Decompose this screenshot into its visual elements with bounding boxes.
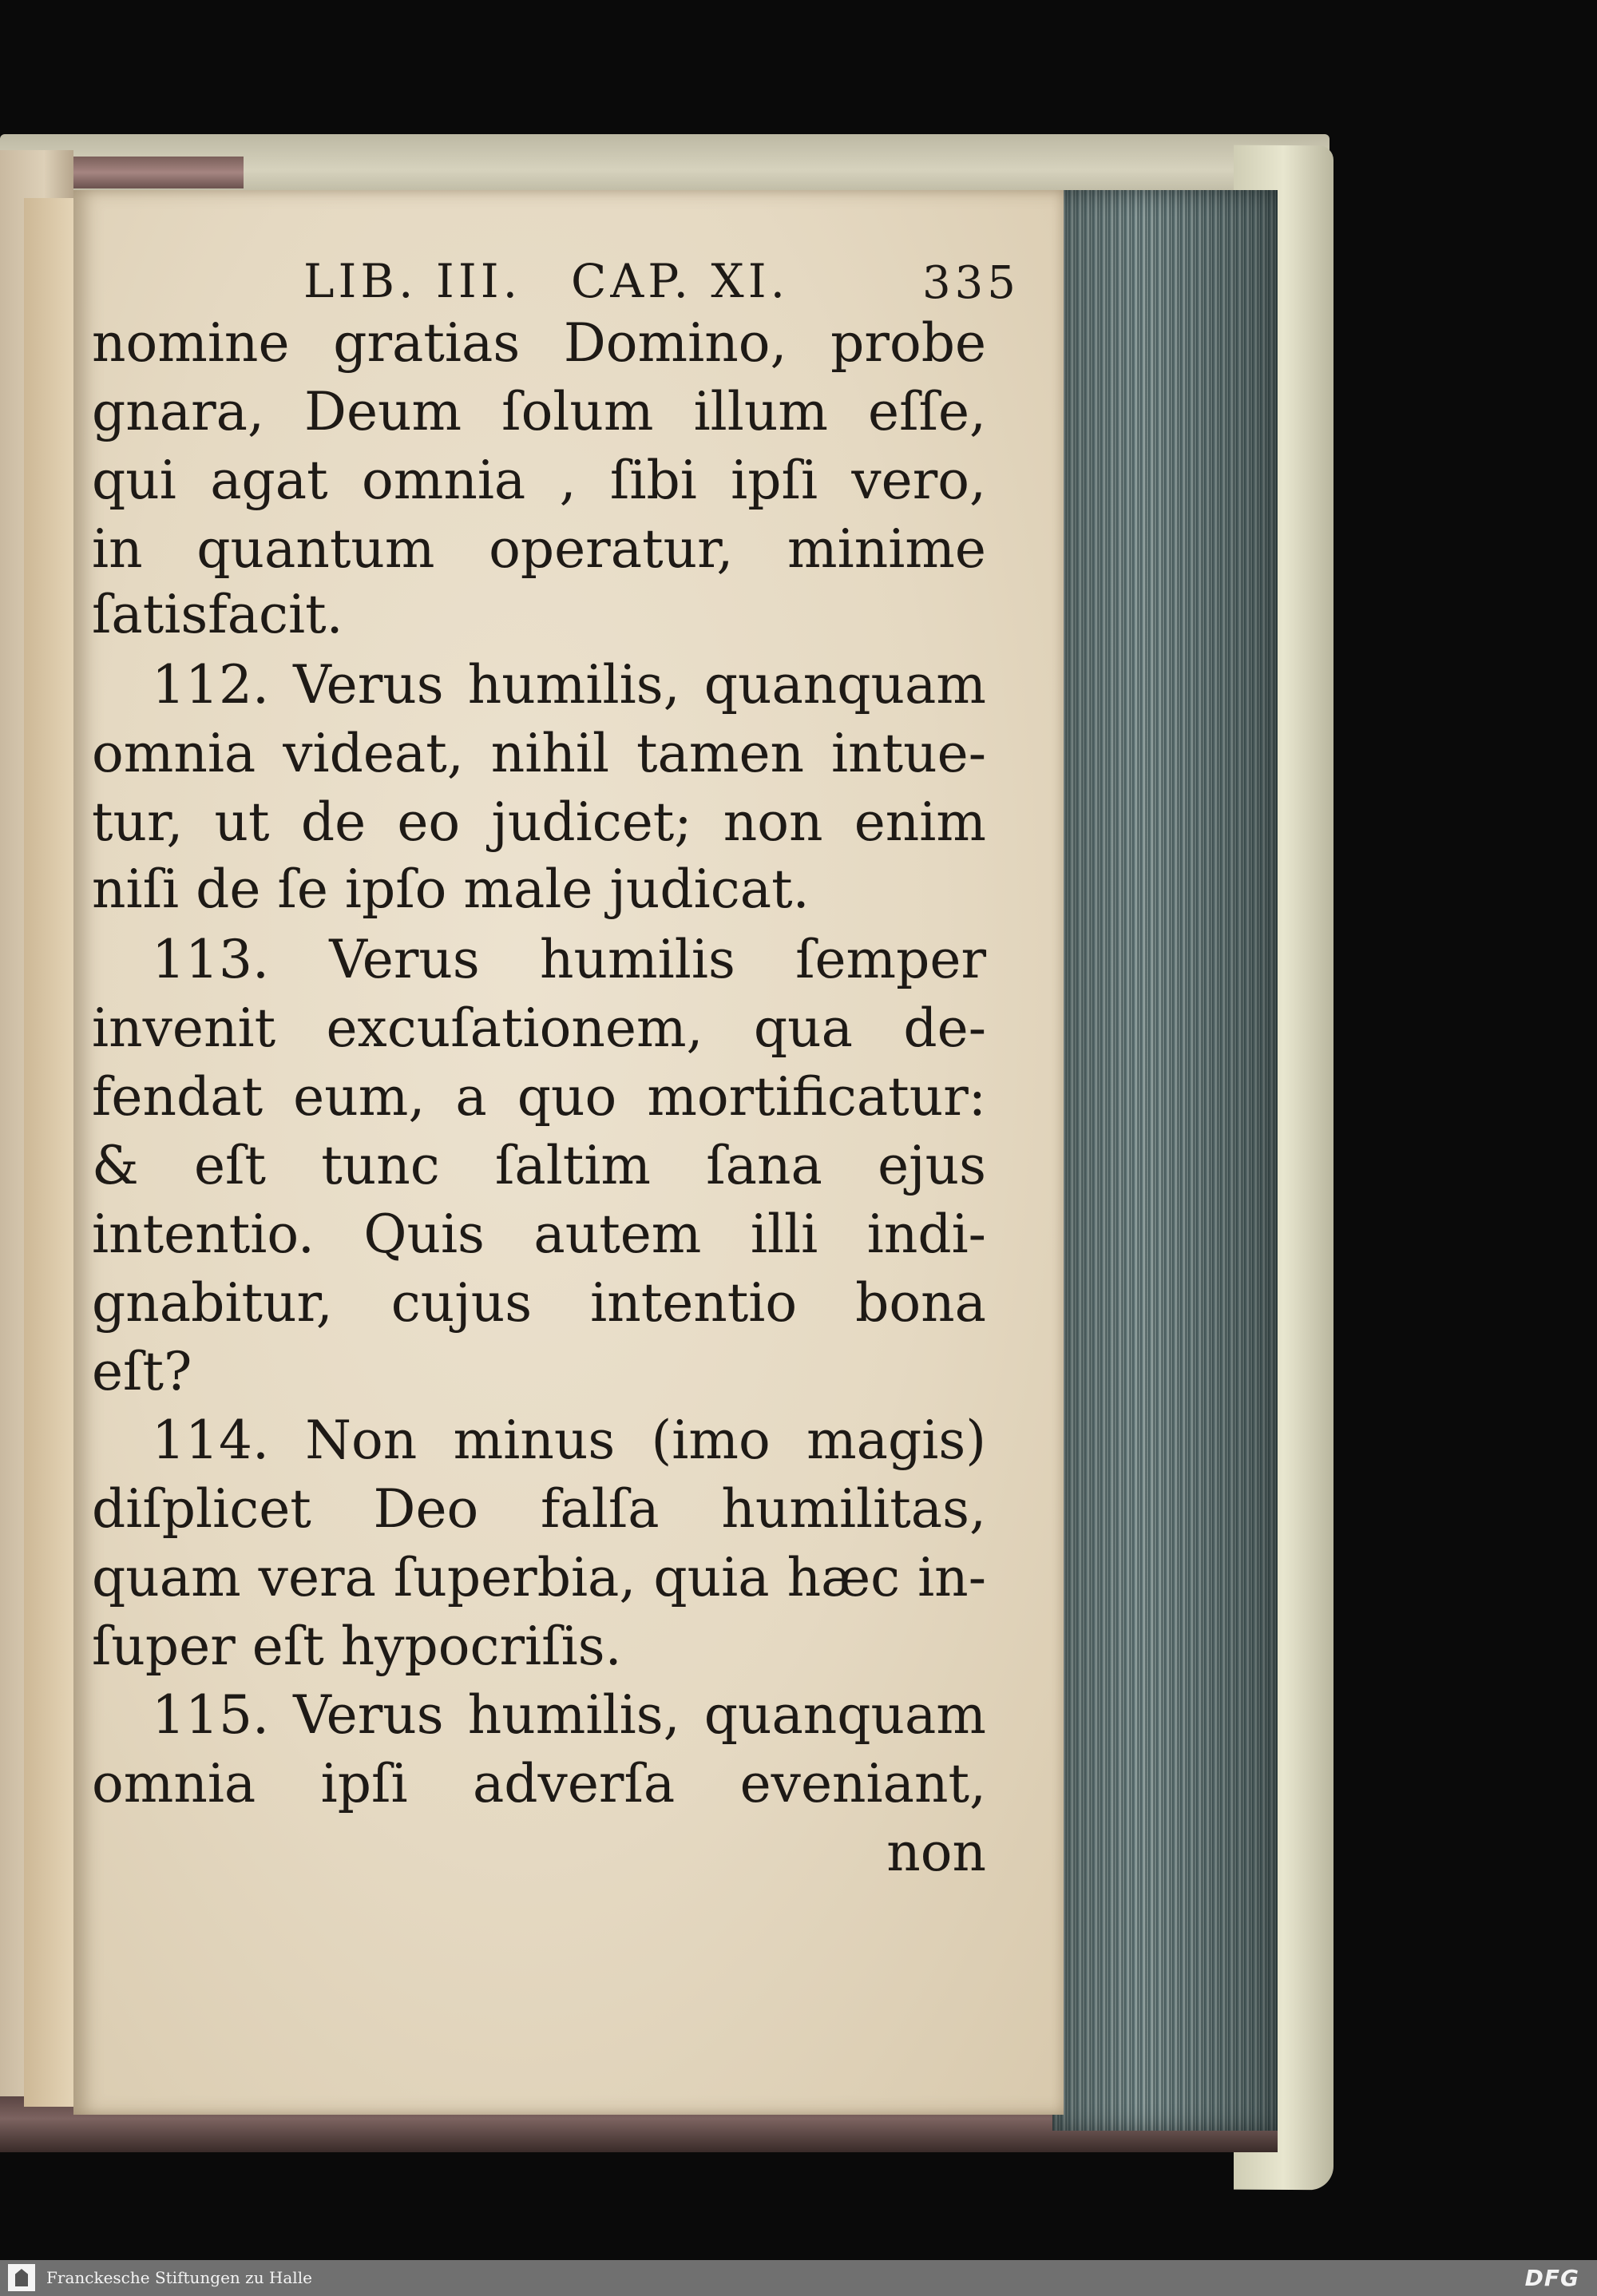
text-line: & eſt tunc ſaltim ſana ejus (92, 1135, 986, 1196)
text-line: 115. Verus humilis, quanquam (152, 1684, 986, 1746)
text-line: omnia videat, nihil tamen intue- (92, 723, 986, 784)
footer-bar (0, 2260, 1597, 2296)
text-line: qui agat omnia , ſibi ipſi vero, (92, 450, 986, 511)
text-line: in quantum operatur, minime (92, 518, 986, 580)
text-line: gnabitur, cujus intentio bona (92, 1272, 986, 1334)
text-line: 112. Verus humilis, quanquam (152, 654, 986, 716)
text-line: 114. Non minus (imo magis) (152, 1410, 986, 1471)
header-book: LIB. III. (303, 254, 522, 308)
text-line: intentio. Quis autem illi indi- (92, 1204, 986, 1265)
institution-name: Franckesche Stiftungen zu Halle (46, 2268, 312, 2287)
text-line: diſplicet Deo falſa humilitas, (92, 1478, 986, 1540)
page-number: 335 (922, 257, 1020, 309)
text-line: fendat eum, a quo mortificatur: (92, 1066, 986, 1128)
text-line: eſt? (92, 1341, 192, 1402)
text-line: omnia ipſi adverſa eveniant, (92, 1753, 986, 1814)
institution-logo-icon (8, 2264, 35, 2291)
text-line: invenit excuſationem, qua de- (92, 997, 986, 1059)
text-line: ſatisfacit. (92, 584, 343, 645)
running-header (92, 254, 1020, 310)
text-line: niſi de ſe ipſo male judicat. (92, 859, 810, 920)
page-fore-edge (1052, 190, 1278, 2131)
catchword: non (886, 1822, 986, 1883)
text-line: nomine gratias Domino, probe (92, 312, 986, 374)
text-line: tur, ut de eo judicet; non enim (92, 791, 986, 853)
text-line: 113. Verus humilis ſemper (152, 929, 986, 990)
header-chapter: CAP. XI. (571, 254, 790, 308)
text-line: quam vera ſuperbia, quia hæc in- (92, 1547, 986, 1608)
facing-page-edge (24, 198, 75, 2107)
dfg-logo: DFG (1524, 2265, 1579, 2291)
text-line: ſuper eſt hypocriſis. (92, 1616, 622, 1677)
text-line: gnara, Deum ſolum illum eſſe, (92, 381, 986, 442)
